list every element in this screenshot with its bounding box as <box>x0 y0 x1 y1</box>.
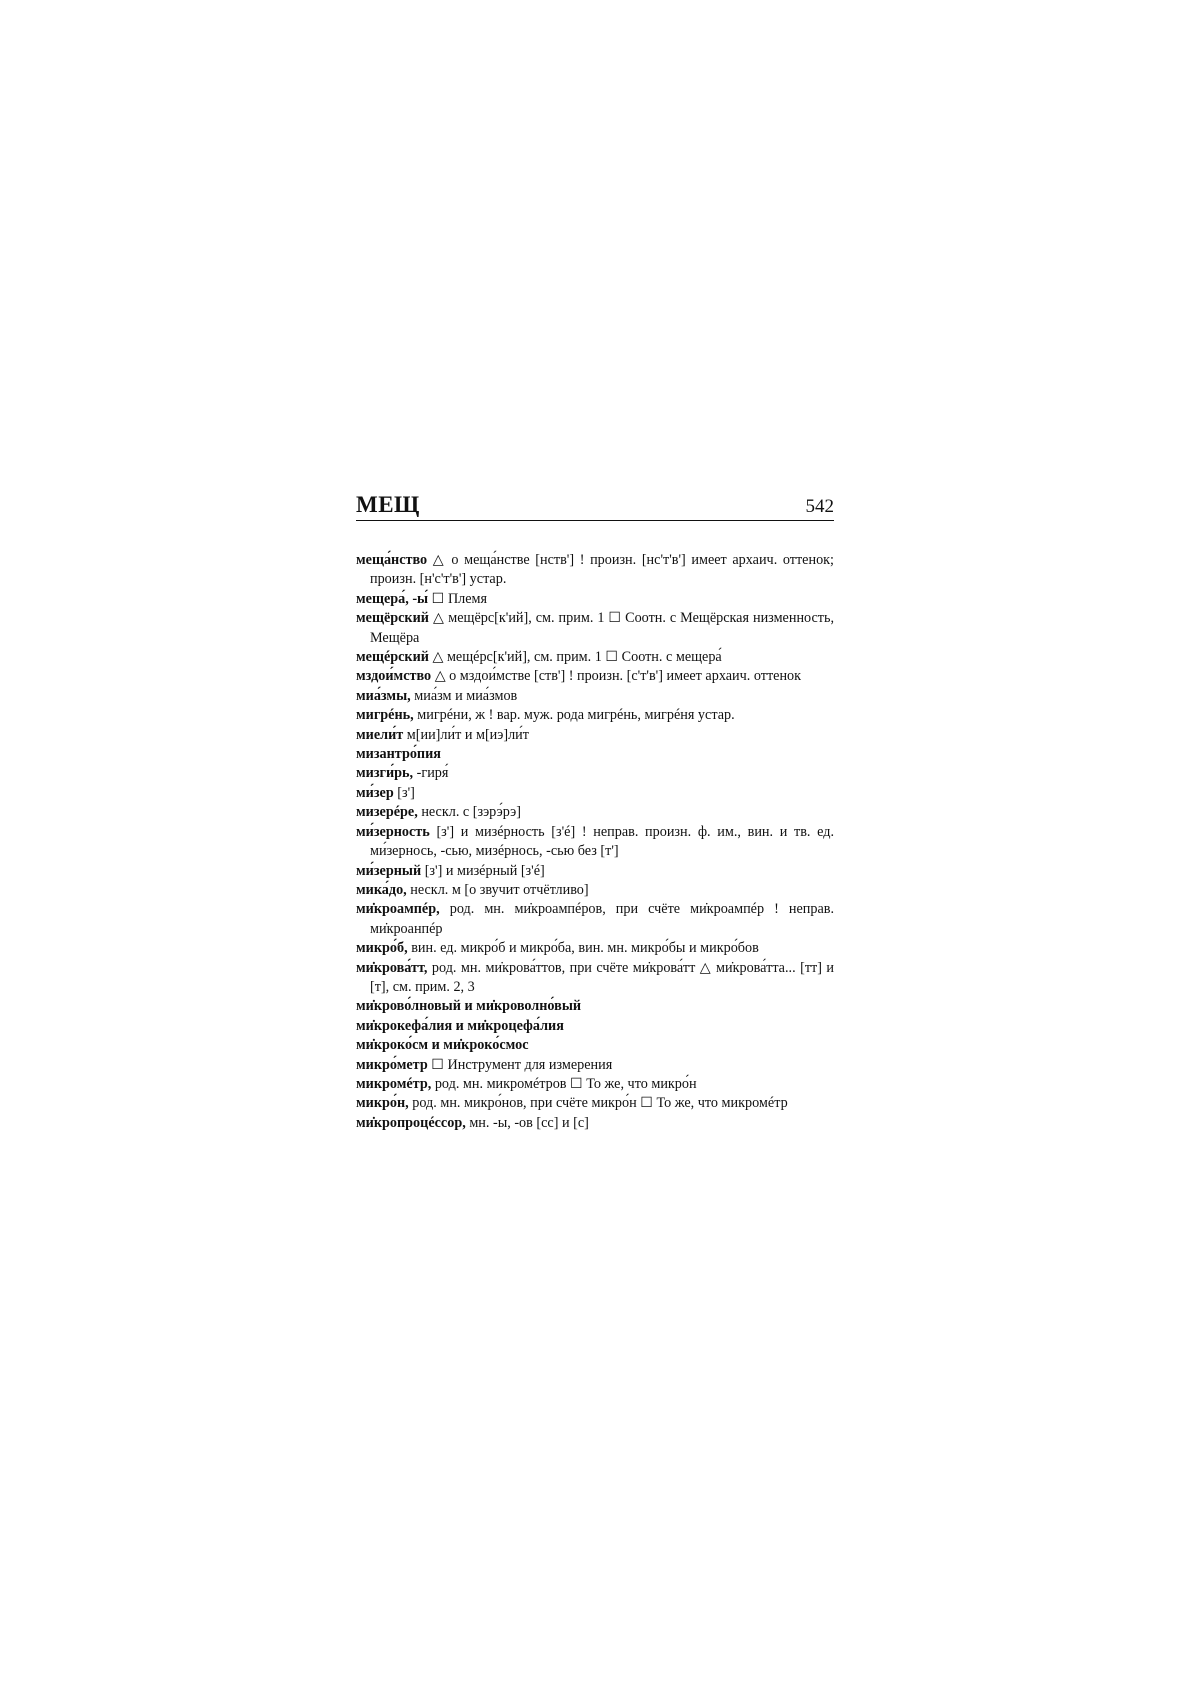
entry-headword: ми́зерность <box>356 823 430 840</box>
entry-body: △ о мздои́мстве [ств'] ! произн. [с'т'в'] имеет архаич. оттенок <box>434 668 802 685</box>
entry-body: △ о меща́нстве [нств'] ! произн. [нс'т'в'] имеет архаич. оттенок; произн. [н'с'т'в'] устар. <box>370 552 835 588</box>
entry-body: род. мн. микро́нов, при счёте микро́н ☐ То же, что микромéтр <box>412 1095 788 1112</box>
entry-headword: ми́зерный <box>356 862 422 879</box>
entry-body: род. мн. ми̇крова́ттов, при счёте ми̇крова́тт △ ми̇крова́тта... [тт] и [т], см. прим. 2, 3 <box>370 959 834 995</box>
dictionary-entry <box>356 745 834 764</box>
dictionary-entry <box>356 959 834 998</box>
entry-body: [з'] <box>397 784 415 801</box>
entry-body: △ мещéрс[к'ий], см. прим. 1 ☐ Соотн. с мещера́ <box>432 649 722 666</box>
entry-body: вин. ед. микро́б и микро́ба, вин. мн. микро́бы и микро́бов <box>411 940 759 957</box>
dictionary-entry <box>356 764 834 783</box>
entry-headword: ми̇крокефа́лия и ми̇кроцефа́лия <box>356 1017 564 1034</box>
dictionary-entry <box>356 881 834 900</box>
entry-headword: мещёрский <box>356 610 429 627</box>
entry-headword: ми̇крова́тт, <box>356 959 428 976</box>
entry-body: род. мн. микромéтров ☐ То же, что микро́н <box>434 1075 697 1092</box>
dictionary-entry <box>356 726 834 745</box>
dictionary-entry <box>356 997 834 1016</box>
page-number: 542 <box>805 496 834 517</box>
entry-headword: мигрéнь, <box>356 707 414 724</box>
dictionary-entry <box>356 784 834 803</box>
entry-headword: мика́до, <box>356 881 407 898</box>
entry-headword: мещера́, -ы́ <box>356 590 429 607</box>
entry-headword: микро́н, <box>356 1095 409 1112</box>
entry-headword: миа́змы, <box>356 687 411 704</box>
entry-headword: мизги́рь, <box>356 765 414 782</box>
dictionary-page <box>356 492 834 1133</box>
entry-headword: мизантро́пия <box>356 746 441 763</box>
entry-body: мигрéни, ж ! вар. муж. рода мигрéнь, мигрéня устар. <box>417 707 735 724</box>
entry-body: -гиря́ <box>416 765 449 782</box>
entry-body: [з'] и мизéрность [з'é] ! неправ. произн. ф. им., вин. и тв. ед. ми́зернось, -сью, мизéрнось, -сью без [т'] <box>370 823 835 860</box>
dictionary-entry <box>356 706 834 725</box>
dictionary-entry <box>356 1036 834 1055</box>
entry-headword: мизерéре, <box>356 804 418 821</box>
entry-headword: ми̇кроампéр, <box>356 901 440 918</box>
entry-body: мн. -ы, -ов [сс] и [с] <box>469 1114 589 1131</box>
entry-headword: меща́нство <box>356 552 428 568</box>
dictionary-entry <box>356 803 834 822</box>
entry-body: род. мн. ми̇кроампéров, при счёте ми̇кроампéр ! неправ. ми̇кроанпéр <box>370 901 835 937</box>
entry-headword: ми̇кропроцéссор, <box>356 1114 466 1131</box>
dictionary-entry <box>356 1017 834 1036</box>
entry-headword: микромéтр, <box>356 1075 432 1092</box>
entry-headword: ми̇кроко́см и ми̇кроко́смос <box>356 1037 529 1054</box>
entry-headword: микро́метр <box>356 1056 428 1073</box>
dictionary-entry <box>356 1114 834 1133</box>
dictionary-entry <box>356 687 834 706</box>
dictionary-entry <box>356 823 834 862</box>
entry-body: м[ии]ли́т и м[иэ]ли́т <box>406 726 529 743</box>
dictionary-entry <box>356 648 834 667</box>
entry-body: △ мещёрс[к'ий], см. прим. 1 ☐ Соотн. с Мещёрская низменность, Мещёра <box>370 610 834 646</box>
entry-headword: мещéрский <box>356 649 429 666</box>
entry-headword: ми̇крово́лновый и ми̇кроволно́вый <box>356 998 582 1015</box>
dictionary-entry <box>356 551 834 590</box>
dictionary-entry <box>356 1056 834 1075</box>
entry-headword: миели́т <box>356 726 404 743</box>
entry-body: ☐ Инструмент для измерения <box>431 1056 613 1073</box>
page-header <box>356 492 834 521</box>
entry-body: нескл. с [зэрэ́рэ] <box>421 804 521 821</box>
dictionary-entry <box>356 1094 834 1113</box>
entry-body: [з'] и мизéрный [з'é] <box>424 862 545 879</box>
entry-body: миа́зм и миа́змов <box>414 687 518 704</box>
entry-headword: мздои́мство <box>356 668 432 685</box>
dictionary-entry <box>356 590 834 609</box>
entry-headword: ми́зер <box>356 784 394 801</box>
dictionary-entry <box>356 900 834 939</box>
running-head: МЕЩ <box>356 492 420 517</box>
dictionary-entry <box>356 1075 834 1094</box>
entry-body: ☐ Племя <box>431 590 488 607</box>
entry-list <box>356 551 834 1133</box>
dictionary-entry <box>356 667 834 686</box>
dictionary-entry <box>356 939 834 958</box>
dictionary-entry <box>356 609 834 648</box>
dictionary-entry <box>356 862 834 881</box>
entry-headword: микро́б, <box>356 940 408 957</box>
entry-body: нескл. м [о звучит отчётливо] <box>410 881 589 898</box>
